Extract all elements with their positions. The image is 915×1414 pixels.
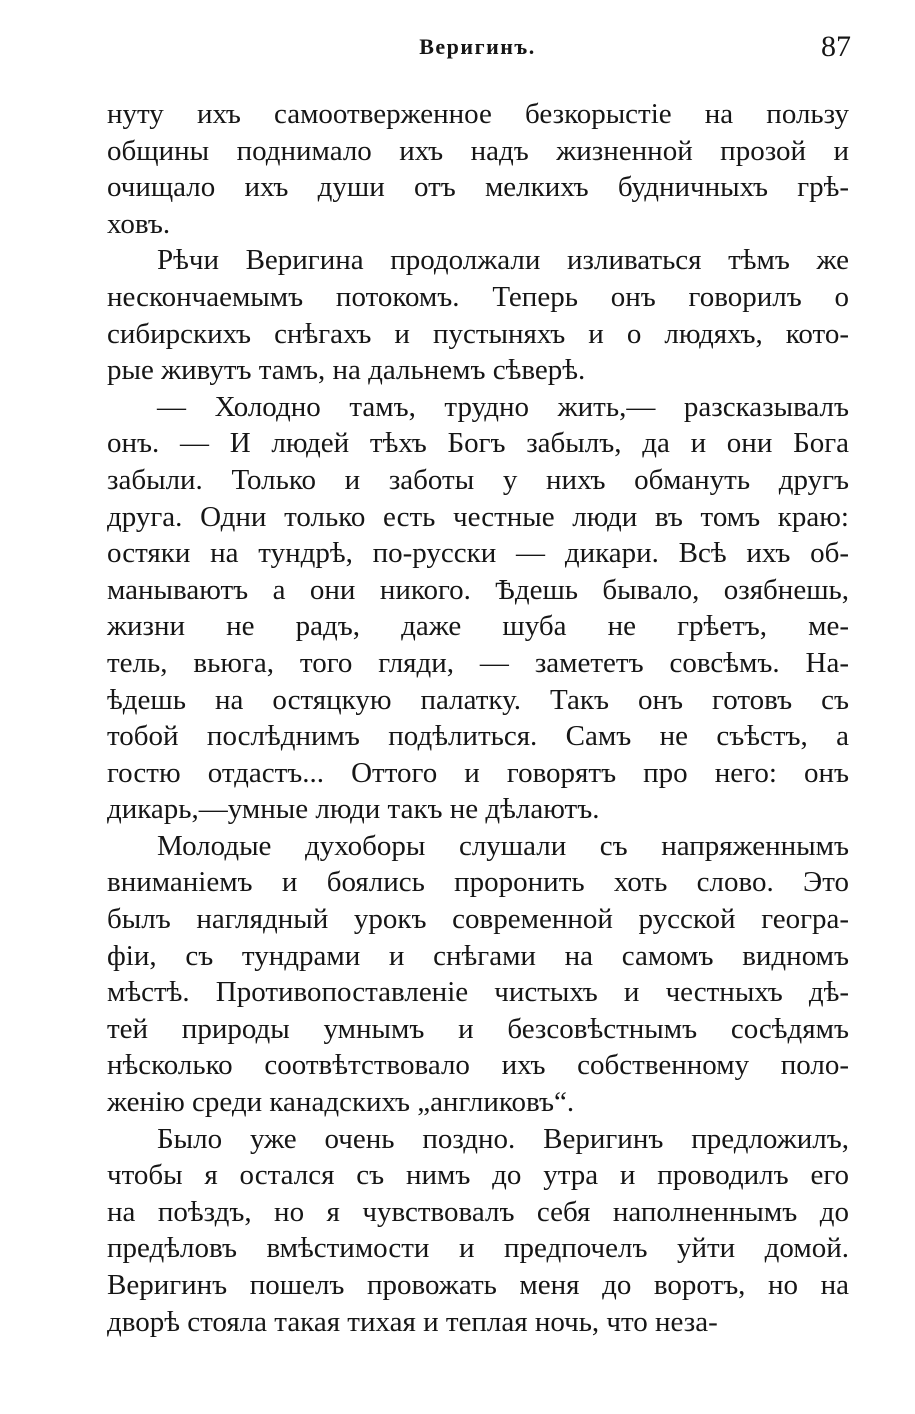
paragraph bbox=[107, 389, 849, 828]
text-line: — Холодно тамъ, трудно жить,— разсказывалъ bbox=[157, 390, 849, 423]
text-line: нескончаемымъ потокомъ. Теперь онъ говорилъ о bbox=[107, 280, 849, 313]
text-line: вниманіемъ и боялись проронить хоть слово. Это bbox=[107, 866, 849, 899]
text-line: предѣловъ вмѣстимости и предпочелъ уйти домой. bbox=[107, 1232, 849, 1265]
text-line: мѣстѣ. Противопоставленіе чистыхъ и честныхъ дѣ- bbox=[107, 976, 849, 1009]
text-line: манываютъ а они никого. Ѣдешь бывало, озябнешь, bbox=[107, 573, 849, 606]
text-line: Было уже очень поздно. Веригинъ предложилъ, bbox=[157, 1122, 849, 1155]
page-number: 87 bbox=[821, 30, 851, 63]
text-line: нѣсколько соотвѣтствовало ихъ собственному поло- bbox=[107, 1049, 849, 1082]
running-title: Веригинъ. bbox=[419, 34, 536, 59]
paragraph bbox=[107, 242, 849, 388]
text-line: Рѣчи Веригина продолжали изливаться тѣмъ же bbox=[157, 244, 849, 277]
text-line: тель, вьюга, того гляди, — замететъ совсѣмъ. На- bbox=[107, 646, 849, 679]
paragraph bbox=[107, 1121, 849, 1341]
text-line: фіи, съ тундрами и снѣгами на самомъ видномъ bbox=[107, 939, 849, 972]
text-line: ѣдешь на остяцкую палатку. Такъ онъ готовъ съ bbox=[107, 683, 849, 716]
text-line: Веригинъ пошелъ провожать меня до воротъ, но на bbox=[107, 1269, 849, 1301]
paragraph bbox=[107, 96, 849, 242]
text-line: Молодые духоборы слушали съ напряженнымъ bbox=[157, 829, 849, 862]
running-header bbox=[0, 30, 915, 74]
paragraph bbox=[107, 828, 849, 1121]
text-line: чтобы я остался съ нимъ до утра и проводилъ его bbox=[107, 1159, 849, 1192]
text-line: сибирскихъ снѣгахъ и пустыняхъ и о людяхъ, кото- bbox=[107, 317, 849, 350]
text-line: гостю отдастъ... Оттого и говорятъ про него: онъ bbox=[107, 756, 849, 789]
text-line: дикарь,—умные люди такъ не дѣлаютъ. bbox=[107, 793, 600, 826]
text-line: онъ. — И людей тѣхъ Богъ забылъ, да и они Бога bbox=[107, 427, 849, 460]
text-line: на поѣздъ, но я чувствовалъ себя наполненнымъ до bbox=[107, 1195, 849, 1228]
text-line: друга. Одни только есть честные люди въ томъ краю: bbox=[107, 500, 849, 533]
body-text bbox=[107, 96, 849, 1340]
text-line: остяки на тундрѣ, по-русски — дикари. Всѣ ихъ об- bbox=[107, 537, 849, 570]
text-line: нуту ихъ самоотверженное безкорыстіе на пользу bbox=[107, 98, 849, 130]
text-line: общины поднимало ихъ надъ жизненной прозой и bbox=[107, 134, 849, 167]
text-line: рые живутъ тамъ, на дальнемъ сѣверѣ. bbox=[107, 354, 586, 387]
text-line: очищало ихъ души отъ мелкихъ будничныхъ грѣ- bbox=[107, 171, 849, 204]
text-line: ховъ. bbox=[107, 207, 171, 240]
text-line: тобой послѣднимъ подѣлиться. Самъ не съѣстъ, а bbox=[107, 720, 849, 753]
text-line: жизни не радъ, даже шуба не грѣетъ, ме- bbox=[107, 610, 849, 643]
text-line: забыли. Только и заботы у нихъ обмануть другъ bbox=[107, 463, 849, 496]
text-line: тей природы умнымъ и безсовѣстнымъ сосѣдямъ bbox=[107, 1012, 849, 1045]
text-line: женію среди канадскихъ „англиковъ“. bbox=[107, 1086, 575, 1119]
text-line: дворѣ стояла такая тихая и теплая ночь, что неза- bbox=[107, 1305, 718, 1338]
text-line: былъ наглядный урокъ современной русской геогра- bbox=[107, 903, 849, 936]
